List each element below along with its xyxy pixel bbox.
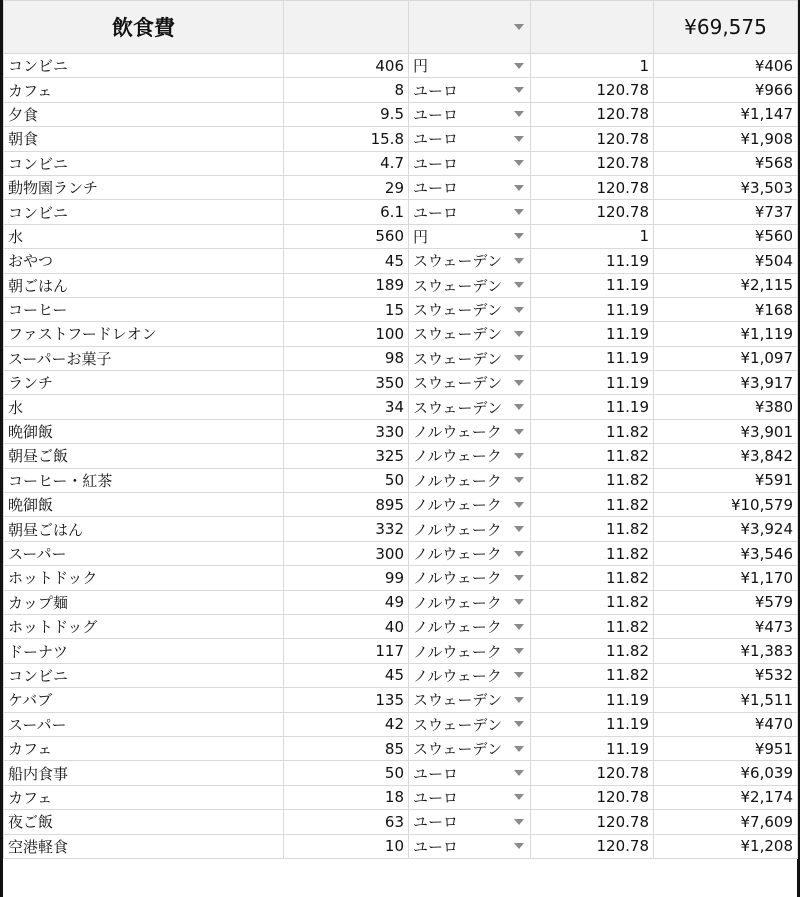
currency-label: ノルウェーク bbox=[413, 569, 502, 588]
currency-label: スウェーデン bbox=[413, 325, 503, 344]
yen-amount-cell[interactable]: ¥504 bbox=[654, 249, 798, 273]
currency-select[interactable] bbox=[409, 517, 531, 541]
item-name-cell[interactable]: 空港軽食 bbox=[4, 834, 284, 858]
chevron-down-icon[interactable] bbox=[514, 404, 524, 410]
rate-cell[interactable]: 11.82 bbox=[531, 517, 654, 541]
item-name-cell[interactable]: スーパーお菓子 bbox=[4, 346, 284, 370]
yen-amount-cell[interactable]: ¥568 bbox=[654, 151, 798, 175]
currency-label: ユーロ bbox=[413, 788, 459, 807]
table-row bbox=[4, 102, 798, 126]
currency-label: スウェーデン bbox=[413, 740, 503, 759]
item-name-cell[interactable]: 朝食 bbox=[4, 127, 284, 151]
table-row bbox=[4, 688, 798, 712]
currency-select[interactable] bbox=[409, 175, 531, 199]
amount-cell[interactable]: 29 bbox=[284, 175, 409, 199]
currency-label: ノルウェーク bbox=[413, 593, 502, 612]
amount-cell[interactable]: 8 bbox=[284, 78, 409, 102]
currency-label: ノルウェーク bbox=[413, 666, 502, 685]
rate-cell[interactable]: 1 bbox=[531, 54, 654, 78]
amount-cell[interactable]: 63 bbox=[284, 810, 409, 834]
table-row bbox=[4, 297, 798, 321]
yen-amount-cell[interactable]: ¥951 bbox=[654, 736, 798, 760]
rate-cell[interactable]: 120.78 bbox=[531, 761, 654, 785]
currency-label: スウェーデン bbox=[413, 276, 503, 295]
rate-cell[interactable]: 120.78 bbox=[531, 127, 654, 151]
rate-cell[interactable]: 120.78 bbox=[531, 834, 654, 858]
table-row bbox=[4, 761, 798, 785]
currency-select[interactable] bbox=[409, 322, 531, 346]
item-name-cell[interactable]: スーパー bbox=[4, 712, 284, 736]
currency-select[interactable] bbox=[409, 468, 531, 492]
table-row bbox=[4, 54, 798, 78]
currency-label: ノルウェーク bbox=[413, 520, 502, 539]
item-name-cell[interactable]: コンビニ bbox=[4, 151, 284, 175]
table-row bbox=[4, 273, 798, 297]
expense-table bbox=[3, 0, 798, 859]
currency-label: スウェーデン bbox=[413, 252, 503, 271]
currency-label: 円 bbox=[413, 227, 429, 246]
item-name-cell[interactable]: 朝昼ごはん bbox=[4, 517, 284, 541]
table-row bbox=[4, 712, 798, 736]
chevron-down-icon[interactable] bbox=[514, 648, 524, 654]
rate-cell[interactable]: 11.82 bbox=[531, 419, 654, 443]
chevron-down-icon[interactable] bbox=[514, 307, 524, 313]
chevron-down-icon[interactable] bbox=[514, 380, 524, 386]
item-name-cell[interactable]: 動物園ランチ bbox=[4, 175, 284, 199]
yen-amount-cell[interactable]: ¥1,908 bbox=[654, 127, 798, 151]
amount-cell[interactable]: 895 bbox=[284, 493, 409, 517]
table-row bbox=[4, 834, 798, 858]
table-row bbox=[4, 127, 798, 151]
item-name-cell[interactable]: カップ麺 bbox=[4, 590, 284, 614]
currency-select[interactable] bbox=[409, 444, 531, 468]
yen-amount-cell[interactable]: ¥966 bbox=[654, 78, 798, 102]
rate-cell[interactable]: 11.82 bbox=[531, 468, 654, 492]
item-name-cell[interactable]: 水 bbox=[4, 224, 284, 248]
currency-select[interactable] bbox=[409, 614, 531, 638]
currency-select[interactable] bbox=[409, 297, 531, 321]
chevron-down-icon[interactable] bbox=[514, 453, 524, 459]
amount-cell[interactable]: 18 bbox=[284, 785, 409, 809]
rate-cell[interactable]: 11.82 bbox=[531, 566, 654, 590]
currency-label: ユーロ bbox=[413, 130, 459, 149]
yen-amount-cell[interactable]: ¥1,383 bbox=[654, 639, 798, 663]
currency-select[interactable] bbox=[409, 810, 531, 834]
rate-cell[interactable]: 11.82 bbox=[531, 663, 654, 687]
chevron-down-icon[interactable] bbox=[514, 355, 524, 361]
currency-label: ノルウェーク bbox=[413, 545, 502, 563]
yen-amount-cell[interactable]: ¥591 bbox=[654, 468, 798, 492]
chevron-down-icon[interactable] bbox=[514, 794, 524, 800]
chevron-down-icon[interactable] bbox=[514, 185, 524, 191]
chevron-down-icon[interactable] bbox=[514, 160, 524, 166]
total-amount[interactable]: ¥69,575 bbox=[654, 1, 798, 54]
item-name-cell[interactable]: 水 bbox=[4, 395, 284, 419]
amount-cell[interactable]: 350 bbox=[284, 371, 409, 395]
yen-amount-cell[interactable]: ¥1,147 bbox=[654, 102, 798, 126]
rate-cell[interactable]: 11.82 bbox=[531, 639, 654, 663]
header-empty-cell[interactable] bbox=[531, 1, 654, 54]
item-name-cell[interactable]: 晩御飯 bbox=[4, 419, 284, 443]
currency-label: スウェーデン bbox=[413, 715, 503, 734]
yen-amount-cell[interactable]: ¥6,039 bbox=[654, 761, 798, 785]
item-name-cell[interactable]: 夕食 bbox=[4, 102, 284, 126]
currency-label: ノルウェーク bbox=[413, 447, 502, 466]
yen-amount-cell[interactable]: ¥1,170 bbox=[654, 566, 798, 590]
yen-amount-cell[interactable]: ¥560 bbox=[654, 224, 798, 248]
rate-cell[interactable]: 120.78 bbox=[531, 102, 654, 126]
amount-cell[interactable]: 189 bbox=[284, 273, 409, 297]
amount-cell[interactable]: 98 bbox=[284, 346, 409, 370]
yen-amount-cell[interactable]: ¥3,546 bbox=[654, 541, 798, 565]
currency-select[interactable] bbox=[409, 78, 531, 102]
item-name-cell[interactable]: コンビニ bbox=[4, 663, 284, 687]
chevron-down-icon[interactable] bbox=[514, 282, 524, 288]
rate-cell[interactable]: 11.19 bbox=[531, 371, 654, 395]
header-empty-cell[interactable] bbox=[284, 1, 409, 54]
currency-label: ユーロ bbox=[413, 764, 459, 783]
yen-amount-cell[interactable]: ¥1,511 bbox=[654, 688, 798, 712]
table-row bbox=[4, 249, 798, 273]
yen-amount-cell[interactable]: ¥406 bbox=[654, 54, 798, 78]
currency-select[interactable] bbox=[409, 785, 531, 809]
amount-cell[interactable]: 15 bbox=[284, 297, 409, 321]
rate-cell[interactable]: 11.19 bbox=[531, 395, 654, 419]
table-row bbox=[4, 78, 798, 102]
amount-cell[interactable]: 50 bbox=[284, 761, 409, 785]
currency-select[interactable] bbox=[409, 493, 531, 517]
item-name-cell[interactable]: ドーナツ bbox=[4, 639, 284, 663]
chevron-down-icon[interactable] bbox=[514, 746, 524, 752]
currency-select[interactable] bbox=[409, 639, 531, 663]
table-row bbox=[4, 517, 798, 541]
yen-amount-cell[interactable]: ¥3,924 bbox=[654, 517, 798, 541]
amount-cell[interactable]: 560 bbox=[284, 224, 409, 248]
item-name-cell[interactable]: カフェ bbox=[4, 736, 284, 760]
item-name-cell[interactable]: 夜ご飯 bbox=[4, 810, 284, 834]
rate-cell[interactable]: 120.78 bbox=[531, 78, 654, 102]
yen-amount-cell[interactable]: ¥579 bbox=[654, 590, 798, 614]
currency-label: ユーロ bbox=[413, 154, 459, 173]
table-row bbox=[4, 322, 798, 346]
currency-label: スウェーデン bbox=[413, 691, 503, 710]
chevron-down-icon[interactable] bbox=[514, 843, 524, 849]
item-name-cell[interactable]: 朝昼ご飯 bbox=[4, 444, 284, 468]
currency-label: スウェーデン bbox=[413, 398, 503, 417]
yen-amount-cell[interactable]: ¥2,115 bbox=[654, 273, 798, 297]
currency-label: スウェーデン bbox=[413, 374, 503, 393]
currency-label: スウェーデン bbox=[413, 301, 503, 320]
currency-select[interactable] bbox=[409, 541, 531, 565]
rate-cell[interactable]: 1 bbox=[531, 224, 654, 248]
table-row bbox=[4, 175, 798, 199]
currency-label: スウェーデン bbox=[413, 349, 503, 368]
currency-select[interactable] bbox=[409, 712, 531, 736]
amount-cell[interactable]: 406 bbox=[284, 54, 409, 78]
yen-amount-cell[interactable]: ¥470 bbox=[654, 712, 798, 736]
chevron-down-icon[interactable] bbox=[514, 697, 524, 703]
table-row bbox=[4, 785, 798, 809]
chevron-down-icon[interactable] bbox=[514, 24, 524, 30]
currency-select[interactable] bbox=[409, 736, 531, 760]
currency-select[interactable] bbox=[409, 151, 531, 175]
chevron-down-icon[interactable] bbox=[514, 624, 524, 630]
table-row bbox=[4, 736, 798, 760]
amount-cell[interactable]: 50 bbox=[284, 468, 409, 492]
currency-select[interactable] bbox=[409, 224, 531, 248]
amount-cell[interactable]: 332 bbox=[284, 517, 409, 541]
amount-cell[interactable]: 325 bbox=[284, 444, 409, 468]
rate-cell[interactable]: 11.19 bbox=[531, 322, 654, 346]
amount-cell[interactable]: 99 bbox=[284, 566, 409, 590]
yen-amount-cell[interactable]: ¥7,609 bbox=[654, 810, 798, 834]
currency-select[interactable] bbox=[409, 273, 531, 297]
currency-label: ノルウェーク bbox=[413, 642, 502, 661]
rate-cell[interactable]: 11.19 bbox=[531, 736, 654, 760]
chevron-down-icon[interactable] bbox=[514, 672, 524, 678]
chevron-down-icon[interactable] bbox=[514, 63, 524, 69]
chevron-down-icon[interactable] bbox=[514, 551, 524, 557]
rate-cell[interactable]: 11.82 bbox=[531, 493, 654, 517]
chevron-down-icon[interactable] bbox=[514, 526, 524, 532]
yen-amount-cell[interactable]: ¥168 bbox=[654, 297, 798, 321]
chevron-down-icon[interactable] bbox=[514, 209, 524, 215]
amount-cell[interactable]: 135 bbox=[284, 688, 409, 712]
expense-table-body bbox=[4, 1, 798, 859]
currency-select[interactable] bbox=[409, 834, 531, 858]
currency-label: ユーロ bbox=[413, 81, 459, 100]
currency-select[interactable] bbox=[409, 566, 531, 590]
item-name-cell[interactable]: ホットドッグ bbox=[4, 614, 284, 638]
item-name-cell[interactable]: おやつ bbox=[4, 249, 284, 273]
chevron-down-icon[interactable] bbox=[514, 477, 524, 483]
chevron-down-icon[interactable] bbox=[514, 258, 524, 264]
chevron-down-icon[interactable] bbox=[514, 770, 524, 776]
item-name-cell[interactable]: コンビニ bbox=[4, 54, 284, 78]
chevron-down-icon[interactable] bbox=[514, 111, 524, 117]
item-name-cell[interactable]: ケバブ bbox=[4, 688, 284, 712]
table-row bbox=[4, 371, 798, 395]
currency-select[interactable] bbox=[409, 127, 531, 151]
table-row bbox=[4, 395, 798, 419]
currency-select[interactable] bbox=[409, 200, 531, 224]
rate-cell[interactable]: 11.19 bbox=[531, 273, 654, 297]
currency-label: ユーロ bbox=[413, 203, 459, 222]
rate-cell[interactable]: 11.19 bbox=[531, 712, 654, 736]
currency-select[interactable] bbox=[409, 102, 531, 126]
amount-cell[interactable]: 85 bbox=[284, 736, 409, 760]
yen-amount-cell[interactable]: ¥3,842 bbox=[654, 444, 798, 468]
rate-cell[interactable]: 120.78 bbox=[531, 200, 654, 224]
chevron-down-icon[interactable] bbox=[514, 136, 524, 142]
amount-cell[interactable]: 40 bbox=[284, 614, 409, 638]
item-name-cell[interactable]: 朝ごはん bbox=[4, 273, 284, 297]
item-name-cell[interactable]: ホットドック bbox=[4, 566, 284, 590]
item-name-cell[interactable]: カフェ bbox=[4, 78, 284, 102]
table-row bbox=[4, 419, 798, 443]
chevron-down-icon[interactable] bbox=[514, 502, 524, 508]
currency-label: ユーロ bbox=[413, 813, 459, 832]
amount-cell[interactable]: 45 bbox=[284, 663, 409, 687]
yen-amount-cell[interactable]: ¥532 bbox=[654, 663, 798, 687]
rate-cell[interactable]: 11.19 bbox=[531, 249, 654, 273]
currency-select[interactable] bbox=[409, 419, 531, 443]
chevron-down-icon[interactable] bbox=[514, 599, 524, 605]
amount-cell[interactable]: 9.5 bbox=[284, 102, 409, 126]
currency-label: ノルウェーク bbox=[413, 471, 502, 490]
amount-cell[interactable]: 10 bbox=[284, 834, 409, 858]
currency-select[interactable] bbox=[409, 249, 531, 273]
table-row bbox=[4, 224, 798, 248]
item-name-cell[interactable]: 晩御飯 bbox=[4, 493, 284, 517]
yen-amount-cell[interactable]: ¥2,174 bbox=[654, 785, 798, 809]
currency-label: 円 bbox=[413, 57, 429, 76]
item-name-cell[interactable]: ファストフードレオン bbox=[4, 322, 284, 346]
item-name-cell[interactable]: コーヒー bbox=[4, 297, 284, 321]
item-name-cell[interactable]: スーパー bbox=[4, 541, 284, 565]
currency-select[interactable] bbox=[409, 371, 531, 395]
rate-cell[interactable]: 120.78 bbox=[531, 175, 654, 199]
currency-select[interactable] bbox=[409, 761, 531, 785]
yen-amount-cell[interactable]: ¥1,097 bbox=[654, 346, 798, 370]
chevron-down-icon[interactable] bbox=[514, 429, 524, 435]
amount-cell[interactable]: 4.7 bbox=[284, 151, 409, 175]
currency-label: ノルウェーク bbox=[413, 496, 502, 515]
table-row bbox=[4, 493, 798, 517]
item-name-cell[interactable]: 船内食事 bbox=[4, 761, 284, 785]
currency-label: ユーロ bbox=[413, 105, 459, 124]
yen-amount-cell[interactable]: ¥473 bbox=[654, 614, 798, 638]
yen-amount-cell[interactable]: ¥1,119 bbox=[654, 322, 798, 346]
currency-select[interactable] bbox=[409, 688, 531, 712]
yen-amount-cell[interactable]: ¥1,208 bbox=[654, 834, 798, 858]
currency-label: ノルウェーク bbox=[413, 423, 502, 442]
table-row bbox=[4, 541, 798, 565]
amount-cell[interactable]: 330 bbox=[284, 419, 409, 443]
amount-cell[interactable]: 42 bbox=[284, 712, 409, 736]
amount-cell[interactable]: 300 bbox=[284, 541, 409, 565]
yen-amount-cell[interactable]: ¥10,579 bbox=[654, 493, 798, 517]
chevron-down-icon[interactable] bbox=[514, 819, 524, 825]
rate-cell[interactable]: 11.82 bbox=[531, 590, 654, 614]
amount-cell[interactable]: 6.1 bbox=[284, 200, 409, 224]
chevron-down-icon[interactable] bbox=[514, 233, 524, 239]
currency-label: ユーロ bbox=[413, 837, 459, 856]
table-row bbox=[4, 468, 798, 492]
table-row bbox=[4, 590, 798, 614]
item-name-cell[interactable]: コーヒー・紅茶 bbox=[4, 468, 284, 492]
table-row bbox=[4, 810, 798, 834]
amount-cell[interactable]: 100 bbox=[284, 322, 409, 346]
header-row bbox=[4, 1, 798, 54]
rate-cell[interactable]: 120.78 bbox=[531, 151, 654, 175]
rate-cell[interactable]: 11.19 bbox=[531, 297, 654, 321]
rate-cell[interactable]: 11.19 bbox=[531, 346, 654, 370]
table-row bbox=[4, 639, 798, 663]
chevron-down-icon[interactable] bbox=[514, 721, 524, 727]
amount-cell[interactable]: 34 bbox=[284, 395, 409, 419]
table-row bbox=[4, 151, 798, 175]
category-title[interactable]: 飲食費 bbox=[4, 1, 284, 54]
currency-select[interactable] bbox=[409, 590, 531, 614]
currency-label: ノルウェーク bbox=[413, 618, 502, 637]
amount-cell[interactable]: 45 bbox=[284, 249, 409, 273]
table-row bbox=[4, 444, 798, 468]
currency-select[interactable] bbox=[409, 395, 531, 419]
item-name-cell[interactable]: コンビニ bbox=[4, 200, 284, 224]
item-name-cell[interactable]: ランチ bbox=[4, 371, 284, 395]
amount-cell[interactable]: 117 bbox=[284, 639, 409, 663]
amount-cell[interactable]: 49 bbox=[284, 590, 409, 614]
currency-select[interactable] bbox=[409, 663, 531, 687]
yen-amount-cell[interactable]: ¥380 bbox=[654, 395, 798, 419]
rate-cell[interactable]: 11.82 bbox=[531, 541, 654, 565]
chevron-down-icon[interactable] bbox=[514, 87, 524, 93]
item-name-cell[interactable]: カフェ bbox=[4, 785, 284, 809]
yen-amount-cell[interactable]: ¥737 bbox=[654, 200, 798, 224]
rate-cell[interactable]: 11.82 bbox=[531, 614, 654, 638]
currency-label: ユーロ bbox=[413, 179, 459, 198]
rate-cell[interactable]: 120.78 bbox=[531, 810, 654, 834]
table-row bbox=[4, 663, 798, 687]
rate-cell[interactable]: 11.19 bbox=[531, 688, 654, 712]
table-row bbox=[4, 346, 798, 370]
amount-cell[interactable]: 15.8 bbox=[284, 127, 409, 151]
yen-amount-cell[interactable]: ¥3,901 bbox=[654, 419, 798, 443]
chevron-down-icon[interactable] bbox=[514, 331, 524, 337]
yen-amount-cell[interactable]: ¥3,917 bbox=[654, 371, 798, 395]
table-row bbox=[4, 614, 798, 638]
header-currency-cell[interactable] bbox=[409, 1, 531, 54]
currency-select[interactable] bbox=[409, 54, 531, 78]
chevron-down-icon[interactable] bbox=[514, 575, 524, 581]
yen-amount-cell[interactable]: ¥3,503 bbox=[654, 175, 798, 199]
rate-cell[interactable]: 11.82 bbox=[531, 444, 654, 468]
currency-select[interactable] bbox=[409, 346, 531, 370]
table-row bbox=[4, 200, 798, 224]
rate-cell[interactable]: 120.78 bbox=[531, 785, 654, 809]
table-row bbox=[4, 566, 798, 590]
